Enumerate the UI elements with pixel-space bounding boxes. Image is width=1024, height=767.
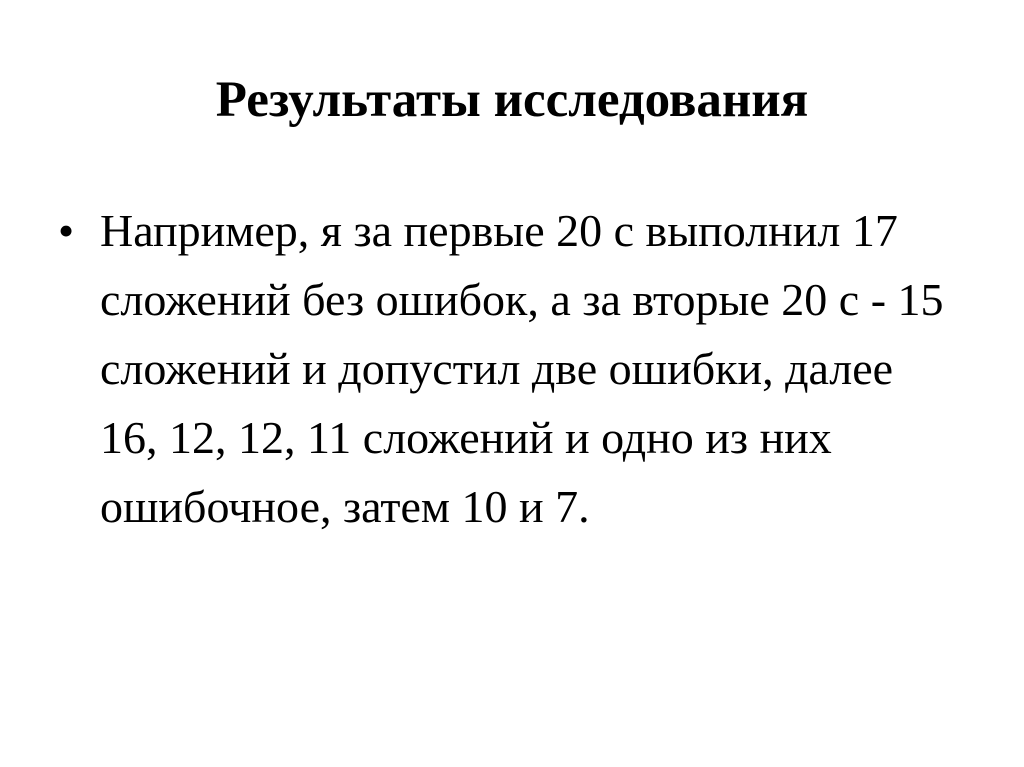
slide-title: Результаты исследования: [215, 72, 809, 128]
bullet-icon: •: [58, 205, 75, 256]
bullet-text: Например, я за первые 20 с выполнил 17 сложений без ошибок, а за вторые 20 с - 15 сложений и допустил две ошибки, далее 16, 12, 12, 11 сложений и одно из них ошибочное, затем 10 и 7.: [100, 205, 944, 532]
bullet-list: [58, 196, 958, 541]
list-item: [58, 196, 958, 541]
